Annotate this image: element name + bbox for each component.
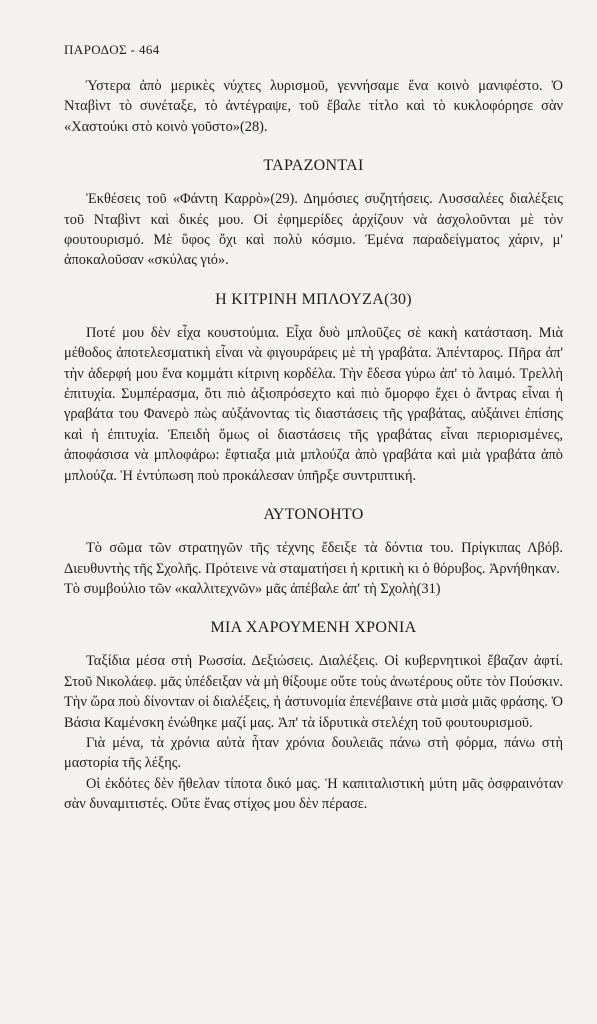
paragraph-travels: Ταξίδια μέσα στὴ Ρωσσία. Δεξιώσεις. Διαλέξεις. Οἱ κυβερνητικοὶ ἔβαζαν ἀφτί. Στοῦ Νικολάεφ. μᾶς ὑπέδειξαν νὰ μὴ θίξουμε οὔτε τοὺς ἀνωτέρους οὔτε τὸν Πούσκιν. Τὴν ὥρα ποὺ δίνονταν οἱ διαλέξεις, ἡ ἀστυνομία ἐπενέβαινε στὰ μισὰ μιᾶς φράσης. Ὁ Βάσια Καμένσκη ἐνώθηκε μαζί μας. Ἀπ' τὰ ἱδρυτικὰ στελέχη τοῦ φουτουρισμοῦ.: [64, 653, 563, 731]
paragraph-publishers: Οἱ ἐκδότες δὲν ἤθελαν τίποτα δικό μας. Ἡ καπιταλιστικὴ μύτη μᾶς ὀσφραινόταν σὰν δυναμιτιστές. Οὔτε ἕνας στίχος μου δὲν πέρασε.: [64, 775, 563, 813]
section-heading-happy-year: ΜΙΑ ΧΑΡΟΥΜΕΝΗ ΧΡΟΝΙΑ: [210, 619, 417, 637]
section-heading-self-evident: ΑΥΤΟΝΟΗΤΟ: [263, 506, 364, 524]
paragraph-yellow-blouse: Ποτέ μου δὲν εἶχα κουστούμια. Εἶχα δυὸ μπλοῦζες σὲ κακὴ κατάσταση. Μιὰ μέθοδος ἀποτελεσματικὴ εἶναι νὰ φιγουράρεις μὲ τὴ γραβάτα. Ἀπένταρος. Πῆρα ἀπ' τὴν ἀδερφή μου ἕνα κομμάτι κίτρινη κορδέλα. Τὴν ἔδεσα γύρω ἀπ' τὸ λαιμό. Τρελλὴ ἐπιτυχία. Συμπέρασμα, ὅτι πιὸ ἀξιοπρόσεχτο καὶ πιὸ ὄμορφο ἔχει ὁ ἄντρας εἶναι ἡ γραβάτα του Φανερὸ πὼς αὐξάνοντας τὶς διαστάσεις τῆς γραβάτας, αὐξάινει ἐπίσης καὶ ἡ ἐπιτυχία. Ἐπειδὴ ὅμως οἱ διαστάσεις τῆς γραβάτας εἶναι περιορισμένες, ἀποφάσισα νὰ μπλοφάρω: ἔφτιαξα μιὰ μπλούζα ἀπὸ γραβάτα καὶ μιὰ γραβάτα ἀπὸ μπλούζα. Ἡ ἐντύπωση ποὺ προκάλεσαν ὑπῆρξε συντριπτική.: [64, 324, 563, 484]
paragraph-expelled: Τὸ συμβούλιο τῶν «καλλιτεχνῶν» μᾶς ἀπέβαλε ἀπ' τὴ Σχολὴ(31): [64, 580, 441, 597]
section-heading-tarazontai: ΤΑΡΑΖΟΝΤΑΙ: [263, 157, 364, 175]
section-heading-yellow-blouse: Η ΚΙΤΡΙΝΗ ΜΠΛΟΥΖΑ(30): [215, 290, 412, 308]
paragraph-form-work: Γιὰ μένα, τὰ χρόνια αὐτὰ ἦταν χρόνια δουλειᾶς πάνω στὴ φόρμα, πάνω στὴ μαστορία τῆς λέξης.: [64, 734, 563, 772]
paragraph-exhibitions: Ἐκθέσεις τοῦ «Φάντη Καρρὸ»(29). Δημόσιες συζητήσεις. Λυσσαλέες διαλέξεις τοῦ Νταβὶντ καὶ δικές μου. Οἱ ἐφημερίδες ἀρχίζουν νὰ ἀσχολοῦνται μὲ τὸν φουτουρισμό. Μὲ ὕφος ὄχι καὶ πολὺ κόσμιο. Ἐμένα παραδείγματος χάριν, μ' ἀποκαλοῦσαν «σκύλας γιό».: [64, 191, 563, 269]
paragraph-manifesto: Ύστερα ἀπὸ μερικὲς νύχτες λυρισμοῦ, γεννήσαμε ἕνα κοινὸ μανιφέστο. Ὁ Νταβὶντ τὸ συνέταξε, τὸ ἀντέγραψε, τοῦ ἔβαλε τίτλο καὶ τὸ κυκλοφόρησε σὰν «Χαστούκι στὸ κοινὸ γοῦστο»(28).: [64, 78, 563, 135]
paragraph-generals: Τὸ σῶμα τῶν στρατηγῶν τῆς τέχνης ἔδειξε τὰ δόντια του. Πρίγκιπας Λβόβ. Διευθυντὴς τῆς Σχολῆς. Πρότεινε νὰ σταματήσει ἡ κριτικὴ κι ὁ θόρυβος. Ἀρνήθηκαν.: [64, 540, 563, 577]
running-head: ΠΑΡΟΔΟΣ - 464: [64, 42, 160, 57]
